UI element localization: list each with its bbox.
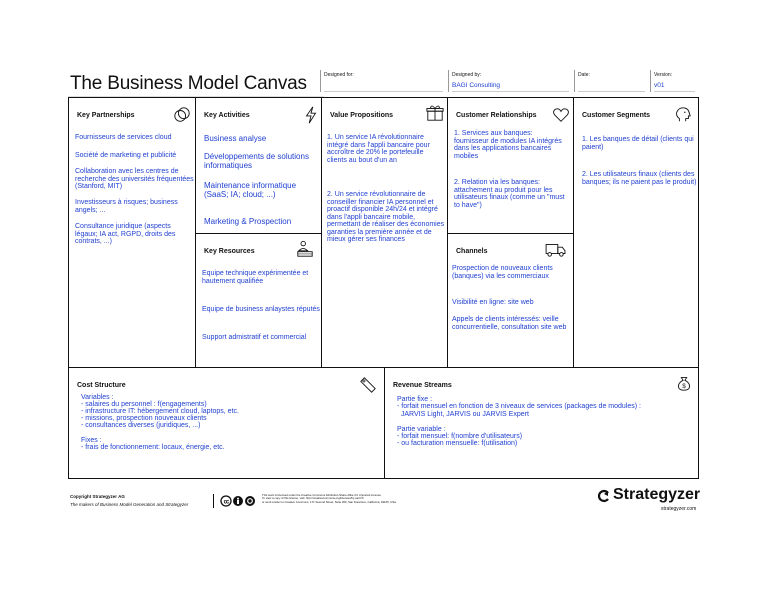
ch-item-3: Appels de clients intéressés: veille concurrentielle, consultation site web (452, 316, 567, 331)
value-propositions-block[interactable] (322, 98, 448, 368)
cost-line-1: Variables : (81, 394, 114, 401)
footer-license (262, 494, 402, 504)
ka-item-4: Marketing & Prospection (204, 217, 292, 226)
cost-structure-block[interactable] (69, 368, 385, 478)
cost-structure-title: Cost Structure (77, 382, 126, 389)
kp-item-1: Fournisseurs de services cloud (75, 134, 172, 141)
customer-segments-block[interactable] (574, 98, 698, 368)
svg-text:$: $ (682, 382, 686, 390)
lightning-icon (302, 106, 320, 124)
customer-relationships-block[interactable] (448, 98, 574, 234)
designed-by-value: BAGI Consulting (452, 82, 501, 89)
designed-by-field[interactable] (448, 70, 573, 92)
revenue-line-1: Partie fixe : (397, 396, 433, 403)
license-line-1: This work is licensed under the Creative Commons Attribution-Share Alike 3.0 Unported License. (262, 493, 382, 497)
strategyzer-logo-icon (597, 489, 611, 503)
creative-commons-icon (220, 495, 258, 509)
vp-item-1: 1. Un service IA révolutionnaire intégré dans l'appli bancaire pour accroître de 20% le portefeuille clients au bout d'un an (327, 134, 430, 164)
key-partnerships-title: Key Partnerships (77, 112, 135, 119)
key-activities-block[interactable] (196, 98, 322, 234)
ka-item-2: Développements de solutions informatiques (204, 152, 309, 170)
date-field[interactable] (574, 70, 649, 92)
handshake-icon (173, 106, 191, 124)
designed-by-label: Designed by: (452, 72, 482, 78)
strategyzer-url[interactable]: strategyzer.com (661, 506, 697, 512)
person-head-icon (674, 106, 692, 124)
delivery-truck-icon (544, 240, 568, 258)
revenue-streams-block[interactable] (385, 368, 698, 478)
kp-item-5: Consultance juridique (aspects légaux; IA act, RGPD, droits des contrats, ...) (75, 223, 176, 245)
revenue-line-2: - forfait mensuel en fonction de 3 niveaux de services (packages de modules) : (397, 403, 641, 410)
cr-item-2: 2. Relation via les banques: attachement au produit pour les utilisateurs finaux (comme un "must to have") (454, 179, 565, 209)
kr-item-1: Equipe technique expérimentée et hautement qualifiée (202, 270, 309, 285)
vp-item-2: 2. Un service révolutionnaire de conseiller financier IA personnel et proactif disponible 24h/24 et intégré dans l'appli bancaire mobile, permettant de réaliser des économies garanties la première année et de mieux gérer ses finances (327, 191, 445, 243)
gift-icon (426, 104, 444, 122)
cost-line-4: - missions, prospection nouveaux clients (81, 415, 207, 422)
factory-worker-icon (296, 240, 314, 258)
version-label: Version: (654, 72, 673, 78)
kp-item-2: Société de marketing et publicité (75, 152, 177, 159)
key-resources-block[interactable] (196, 234, 322, 368)
kp-item-3: Collaboration avec les centres de recherche des universités fréquentées (Stanford, MIT) (75, 168, 194, 190)
channels-block[interactable] (448, 234, 574, 368)
cs-item-2: 2. Les utilisateurs finaux (clients des banques; ils ne paient pas le produit) (582, 171, 697, 186)
price-tag-icon (359, 376, 377, 394)
key-resources-title: Key Resources (204, 248, 255, 255)
kr-item-2: Equipe de business anlaystes réputés (202, 306, 320, 313)
cost-line-5: - consultances diverses (juridiques, ...) (81, 422, 201, 429)
business-model-canvas (68, 97, 699, 479)
kr-item-3: Support admistratif et commercial (202, 334, 307, 341)
revenue-line-7: - ou facturation mensuelle: f(utilisation) (397, 440, 518, 447)
customer-relationships-title: Customer Relationships (456, 112, 537, 119)
kp-item-4: Investisseurs à risques; business angels; ... (75, 199, 178, 214)
footer-divider (213, 494, 214, 508)
channels-title: Channels (456, 248, 488, 255)
cr-item-1: 1. Services aux banques: fournisseur de modules IA intégrés dans les applications bancaires mobiles (454, 130, 562, 160)
key-activities-title: Key Activities (204, 112, 250, 119)
page-title: The Business Model Canvas (70, 73, 307, 94)
designed-for-label: Designed for: (324, 72, 354, 78)
cost-line-3: - infrastructure IT: hébergement cloud, laptops, etc. (81, 408, 239, 415)
ch-item-1: Prospection de nouveaux clients (banques) via les commerciaux (452, 265, 553, 280)
revenue-line-6: - forfait mensuel: f(nombre d'utilisateurs) (397, 433, 523, 440)
date-label: Date: (578, 72, 590, 78)
license-line-2: To view a copy of this license, visit: http://creativecommons.org/licenses/by-sa/3.0/ (262, 496, 364, 501)
cost-line-2: - salaires du personnel : f(engagements) (81, 401, 207, 408)
heart-icon (552, 106, 570, 124)
cost-line-7: Fixes : (81, 437, 102, 444)
strategyzer-brand: Strategyzer (613, 486, 701, 503)
footer-copyright: Copyright Strategyzer AG (70, 494, 125, 499)
customer-segments-title: Customer Segments (582, 112, 651, 119)
ka-item-1: Business analyse (204, 134, 267, 143)
cs-item-1: 1. Les banques de détail (clients qui paient) (582, 136, 694, 151)
ka-item-3: Maintenance informatique (SaaS; IA; cloud; ...) (204, 181, 297, 199)
designed-for-field[interactable] (320, 70, 447, 92)
version-field[interactable] (650, 70, 699, 92)
revenue-line-5: Partie variable : (397, 426, 446, 433)
revenue-streams-title: Revenue Streams (393, 382, 452, 389)
money-bag-icon (675, 374, 693, 392)
ch-item-2: Visibilité en ligne: site web (452, 299, 534, 306)
footer-makers: The makers of Business Model Generation and Strategyzer (70, 502, 189, 507)
key-partnerships-block[interactable] (69, 98, 196, 368)
cost-line-8: - frais de fonctionnement: locaux, énergie, etc. (81, 444, 225, 451)
value-propositions-title: Value Propositions (330, 112, 394, 119)
svg-text:cc: cc (223, 499, 229, 506)
version-value: v01 (654, 82, 665, 89)
revenue-line-3: JARVIS Light, JARVIS ou JARVIS Expert (397, 411, 529, 418)
license-line-3: or send a letter to Creative Commons, 171 Second Street, Suite 300, San Francisco, California, 94105, USA. (262, 499, 397, 504)
